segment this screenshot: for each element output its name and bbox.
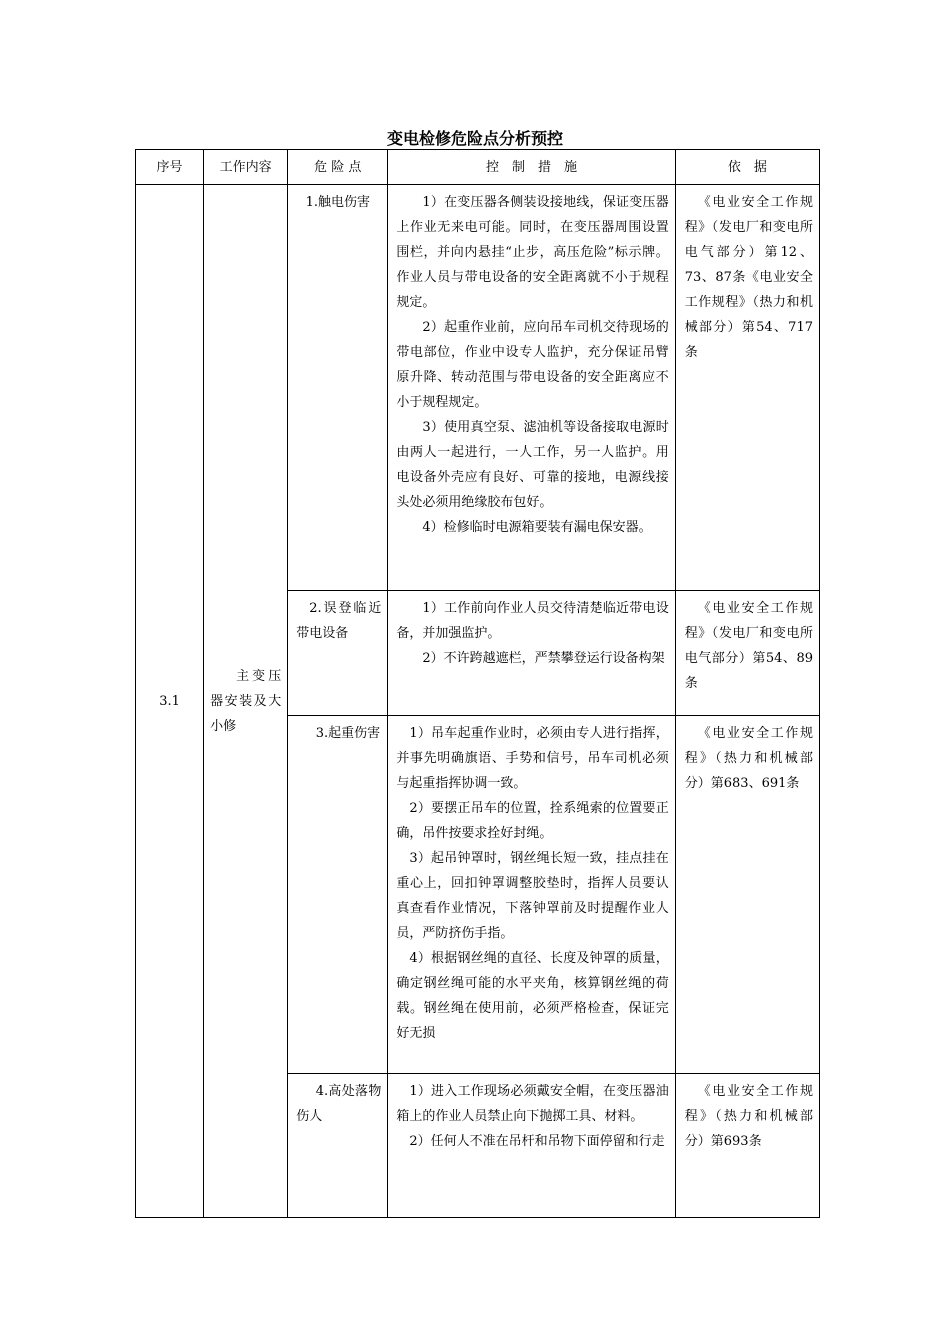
- measure-item: 2）任何人不准在吊杆和吊物下面停留和行走: [409, 1134, 665, 1149]
- measure-item: 2）不许跨越遮栏，严禁攀登运行设备构架: [422, 651, 665, 666]
- header-seq: 序号: [136, 150, 204, 185]
- measure-cell: [388, 591, 675, 716]
- measure-item: 2）要摆正吊车的位置，拴系绳索的位置要正确，吊件按要求拴好封绳。: [396, 801, 669, 841]
- measure-item: 1）进入工作现场必须戴安全帽，在变压器油箱上的作业人员禁止向下抛掷工具、材料。: [396, 1084, 669, 1124]
- measure-cell: [388, 1074, 675, 1218]
- basis-text: 《电业安全工作规程》（发电厂和变电所电气部分）第54、89条: [684, 601, 813, 691]
- basis-cell: [675, 591, 819, 716]
- basis-cell: [675, 1074, 819, 1218]
- hazard-cell: 1.触电伤害: [288, 185, 388, 591]
- basis-cell: [675, 185, 819, 591]
- header-basis: 依 据: [675, 150, 819, 185]
- measure-item: 1）在变压器各侧装设接地线，保证变压器上作业无来电可能。同时，在变压器周围设置围栏，并向内悬挂“止步，高压危险”标示牌。作业人员与带电设备的安全距离就不小于规程规定。: [396, 195, 669, 310]
- measure-cell: [388, 716, 675, 1074]
- basis-text: 《电业安全工作规程》（热力和机械部分）第693条: [684, 1084, 813, 1149]
- hazard-table: [135, 149, 820, 1218]
- measure-item: 3）使用真空泵、滤油机等设备接取电源时由两人一起进行，一人工作，另一人监护。用电设备外壳应有良好、可靠的接地，电源线接头处必须用绝缘胶布包好。: [396, 420, 669, 510]
- table-row: [136, 185, 820, 591]
- header-work: 工作内容: [204, 150, 288, 185]
- table-header-row: [136, 150, 820, 185]
- measure-cell: [388, 185, 675, 591]
- measure-item: 1）工作前向作业人员交待清楚临近带电设备，并加强监护。: [396, 601, 669, 641]
- document-title: 变电检修危险点分析预控: [386, 129, 563, 148]
- hazard-cell: 4.高处落物伤人: [288, 1074, 388, 1218]
- header-measure: 控 制 措 施: [388, 150, 675, 185]
- work-content-cell: 主变压器安装及大小修: [204, 185, 288, 1218]
- basis-cell: [675, 716, 819, 1074]
- measure-item: 4）检修临时电源箱要装有漏电保安器。: [422, 520, 652, 535]
- measure-item: 1）吊车起重作业时，必须由专人进行指挥，并事先明确旗语、手势和信号，吊车司机必须与起重指挥协调一致。: [396, 726, 669, 791]
- hazard-cell: 2.误登临近带电设备: [288, 591, 388, 716]
- measure-item: 4）根据钢丝绳的直径、长度及钟罩的质量，确定钢丝绳可能的水平夹角，核算钢丝绳的荷载。钢丝绳在使用前，必须严格检查，保证完好无损: [396, 951, 669, 1041]
- basis-text: 《电业安全工作规程》（热力和机械部分）第683、691条: [684, 726, 813, 791]
- header-hazard: 危 险 点: [288, 150, 388, 185]
- measure-item: 3）起吊钟罩时，钢丝绳长短一致，挂点挂在重心上，回扣钟罩调整胶垫时，指挥人员要认真查看作业情况，下落钟罩前及时提醒作业人员，严防挤伤手指。: [396, 851, 669, 941]
- measure-item: 2）起重作业前，应向吊车司机交待现场的带电部位，作业中设专人监护，充分保证吊臂原升降、转动范围与带电设备的安全距离应不小于规程规定。: [396, 320, 669, 410]
- seq-cell: 3.1: [136, 185, 204, 1218]
- hazard-cell: 3.起重伤害: [288, 716, 388, 1074]
- basis-text: 《电业安全工作规程》（发电厂和变电所电气部分）第12、73、87条《电业安全工作规程》（热力和机械部分）第54、717条: [684, 195, 813, 360]
